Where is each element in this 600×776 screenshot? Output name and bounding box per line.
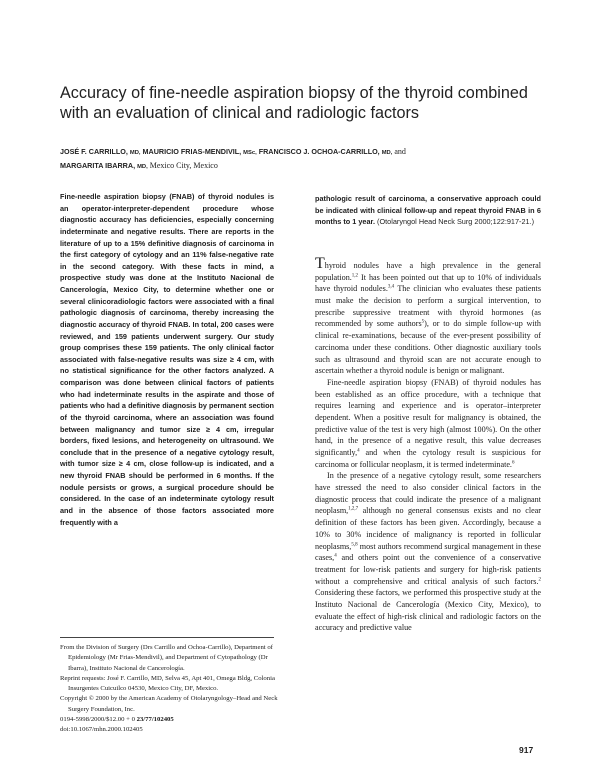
body-paragraph: Thyroid nodules have a high prevalence in the general population.$^{1,2}$ It has been pointed out that up to 10% of individuals have thyroid nodules.$^{3,4}$ The clinician who evaluates these patients must make the decision to perform a surgical intervention, to prescribe suppressive treatment with thyroid hormones (as recommended by some authors$^5$), or to do simple follow-up with clinical re-examinations, because of the ever-present possibility of carcinoma under these conditions. Other diagnostic auxiliary tools such as ultrasound and thyroid scan are not accurate enough to ascertain whether a thyroid nodule is benign or malignant.: [315, 255, 541, 376]
author-degree: MD,: [137, 163, 148, 170]
reference-marker: 4: [357, 448, 360, 454]
reference-marker: 6: [511, 459, 515, 465]
author-degree: MD,: [381, 150, 393, 156]
article-title: Accuracy of fine-needle aspiration biopsy of the thyroid combined with an evaluation of clinical and radiologic factors: [60, 84, 528, 122]
author-location: Mexico City, Mexico: [149, 160, 218, 170]
abstract-column-2: [315, 193, 541, 228]
author-name: JOSÉ F. CARRILLO,: [60, 147, 128, 156]
abstract-conclusion: pathologic result of carcinoma, a conservative approach could be indicated with clinical follow-up and repeat thyroid FNAB in 6 months to 1 year.: [315, 194, 541, 227]
issn-line: 0194-5998/2000/$12.00 + 0 23/77/102405: [60, 715, 174, 723]
author-degree: MSc,: [243, 150, 257, 156]
body-paragraph: In the presence of a negative cytology result, some researchers have stressed the need to also consider clinical factors in the diagnostic process that could indicate the presence of a malignant neoplasm,$^{1,2,7}$ although no general consensus exists and no clear definition of these factors has been given. Accordingly, because a 10% to 30% incidence of malignancy is reported in follicular neoplasms,$^{5,8}$ most authors recommend surgical management in these cases,$^4$ and others point out the convenience of a conservative treatment for low-risk patients and surgery for high-risk patients without a comprehensive and critical analysis of such factors.$^2$ Considering these factors, we performed this prospective study at the Instituto Nacional de Cancerología (Mexico City, Mexico), to evaluate the effect of high-risk clinical and radiologic factors on the accuracy and predictive value: [315, 471, 541, 633]
reference-marker: 5: [421, 319, 425, 325]
footnote-divider: [60, 637, 274, 638]
reprint-note: Reprint requests: José F. Carrillo, MD, Selva 45, Apt 401, Omega Bldg, Colonia Insurgentes Cuicuilco 04530, Mexico City, DF, Mexico.: [60, 674, 275, 692]
drop-cap: T: [315, 255, 325, 272]
author-degree: MD,: [129, 150, 141, 156]
reference-marker: 1,2,7: [348, 506, 359, 512]
body-paragraph: Fine-needle aspiration biopsy (FNAB) of thyroid nodules has been established as an office procedure, with a technique that requires learning and experience and is operator–interpreter dependent. When a positive result for malignancy is obtained, the predictive value of the test is very high (almost 100%). On the other hand, in the presence of a negative result, this value decreases significantly,$^4$ and when the cytology result is suspicious for carcinoma or follicular neoplasm, it is termed indeterminate.$^6$: [315, 377, 541, 469]
reference-marker: 5,8: [351, 541, 358, 547]
abstract-column-1: Fine-needle aspiration biopsy (FNAB) of thyroid nodules is an operator-interpreter-dependent procedure whose diagnostic accuracy has deficiencies, especially concerning indeterminate and negative results. There are reports in the literature of up to a 15% definitive diagnosis of carcinoma in the first category of cytology and an 11% false-negative rate in the second category. With these facts in mind, a prospective study was done at the Instituto Nacional de Cancerología, Mexico City, to determine whether one or several clinicoradiologic factors were associated with a final pathologic diagnosis of carcinoma, thereby increasing the diagnostic accuracy of thyroid FNAB. In total, 200 cases were reviewed, and 159 patients underwent surgery. Our study group comprises these 159 patients. The only clinical factor associated with false-negative results was size ≥ 4 cm, with no statistical significance for the other factors analyzed. A comparison was done between clinical factors of patients who had indeterminate results in the aspirate and those of patients who had a definitive diagnosis by permanent section of the thyroid carcinoma, where an association was found between malignancy and tumor size ≥ 4 cm, irregular borders, fixed lesions, and heterogeneity on ultrasound. We conclude that in the presence of a negative cytology result, with tumor size ≥ 4 cm, close follow-up is indicated, and a new thyroid FNAB should be performed in 6 months. If the nodule persists or grows, a surgical procedure should be considered. In the case of an indeterminate cytology result and in the absence of those factors associated more frequently with a: [60, 192, 274, 527]
author-name: MAURICIO FRIAS-MENDIVIL,: [142, 147, 242, 156]
author-name: FRANCISCO J. OCHOA-CARRILLO,: [258, 147, 380, 156]
reference-marker: 4: [334, 553, 337, 559]
body-text: [315, 255, 541, 634]
reference-marker: 2: [538, 576, 541, 582]
author-conjunction: and: [394, 147, 406, 156]
reference-marker: 1,2: [351, 272, 359, 278]
author-name: MARGARITA IBARRA,: [60, 160, 136, 170]
author-list: [60, 146, 540, 173]
footnotes: [60, 643, 286, 735]
reference-marker: 3,4: [387, 284, 395, 290]
page-number: 917: [519, 745, 534, 755]
copyright-note: Copyright © 2000 by the American Academy of Otolaryngology–Head and Neck Surgery Foundation, Inc.: [60, 695, 278, 713]
journal-citation: (Otolaryngol Head Neck Surg 2000;122:917-21.): [377, 217, 535, 227]
doi-line: doi:10.1067/mhn.2000.102405: [60, 726, 143, 733]
affiliation-note: From the Division of Surgery (Drs Carrillo and Ochoa-Carrillo), Department of Epidemiology (Mr Frias-Mendivil), and Department of Cytopathology (Dr Ibarra), Instituto Nacional de Cancerología.: [60, 644, 273, 672]
